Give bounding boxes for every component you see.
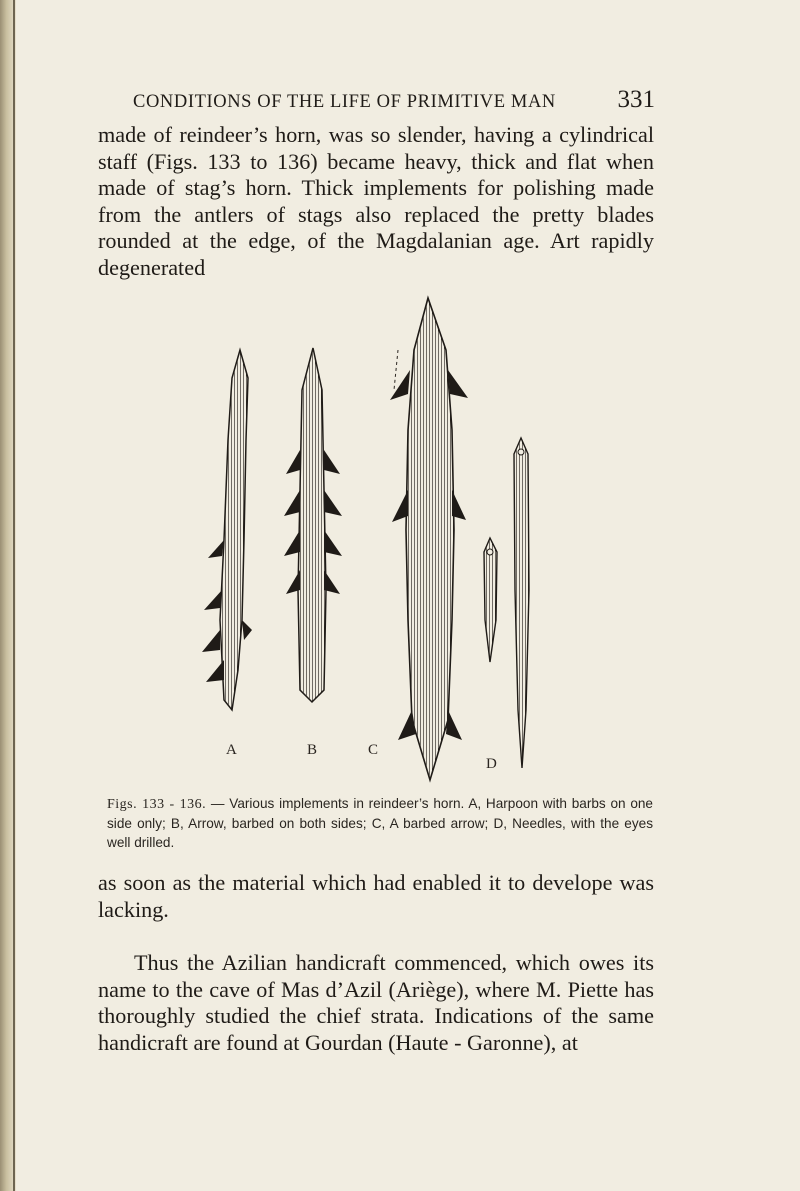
label-d: D	[486, 756, 497, 772]
needles-d-drawing	[484, 438, 529, 768]
figure-implements	[180, 290, 580, 790]
paragraph-1: made of reindeer’s horn, was so slender, having a cylindrical staff (Figs. 133 to 136) became heavy, thick and flat when made of stag’s horn. Thick implements for polishing made from the antlers of stags also replaced the pretty blades rounded at the edge, of the Magdalanian age. Art rapidly degenerated	[98, 122, 654, 280]
harpoon-a-drawing	[202, 350, 252, 710]
paragraph-3: Thus the Azilian handicraft commenced, which owes its name to the cave of Mas d’Azil (Ariège), where M. Piette has thoroughly studied the chief strata. Indications of the same handicraft are found at Gourdan (Haute - Garonne), at	[98, 950, 654, 1055]
caption-figure-number: Figs. 133 - 136.	[107, 797, 207, 812]
implements-illustration	[180, 290, 580, 790]
running-head	[133, 86, 655, 126]
paragraph-2: as soon as the material which had enabled it to develope was lacking.	[98, 870, 654, 922]
page-number: 331	[617, 86, 655, 113]
label-a: A	[226, 742, 237, 758]
arrow-b-drawing	[284, 348, 342, 702]
running-head-title: CONDITIONS OF THE LIFE OF PRIMITIVE MAN	[133, 92, 556, 112]
label-c: C	[368, 742, 379, 758]
gutter-line	[13, 0, 15, 1191]
caption-text: — Various implements in reindeer’s horn. A, Harpoon with barbs on one side only; B, Arrow, barbed on both sides; C, A barbed arrow; D, Needles, with the eyes well drilled.	[107, 796, 653, 850]
barbed-arrow-c-drawing	[390, 298, 468, 780]
label-b: B	[307, 742, 318, 758]
figure-caption	[107, 794, 653, 852]
